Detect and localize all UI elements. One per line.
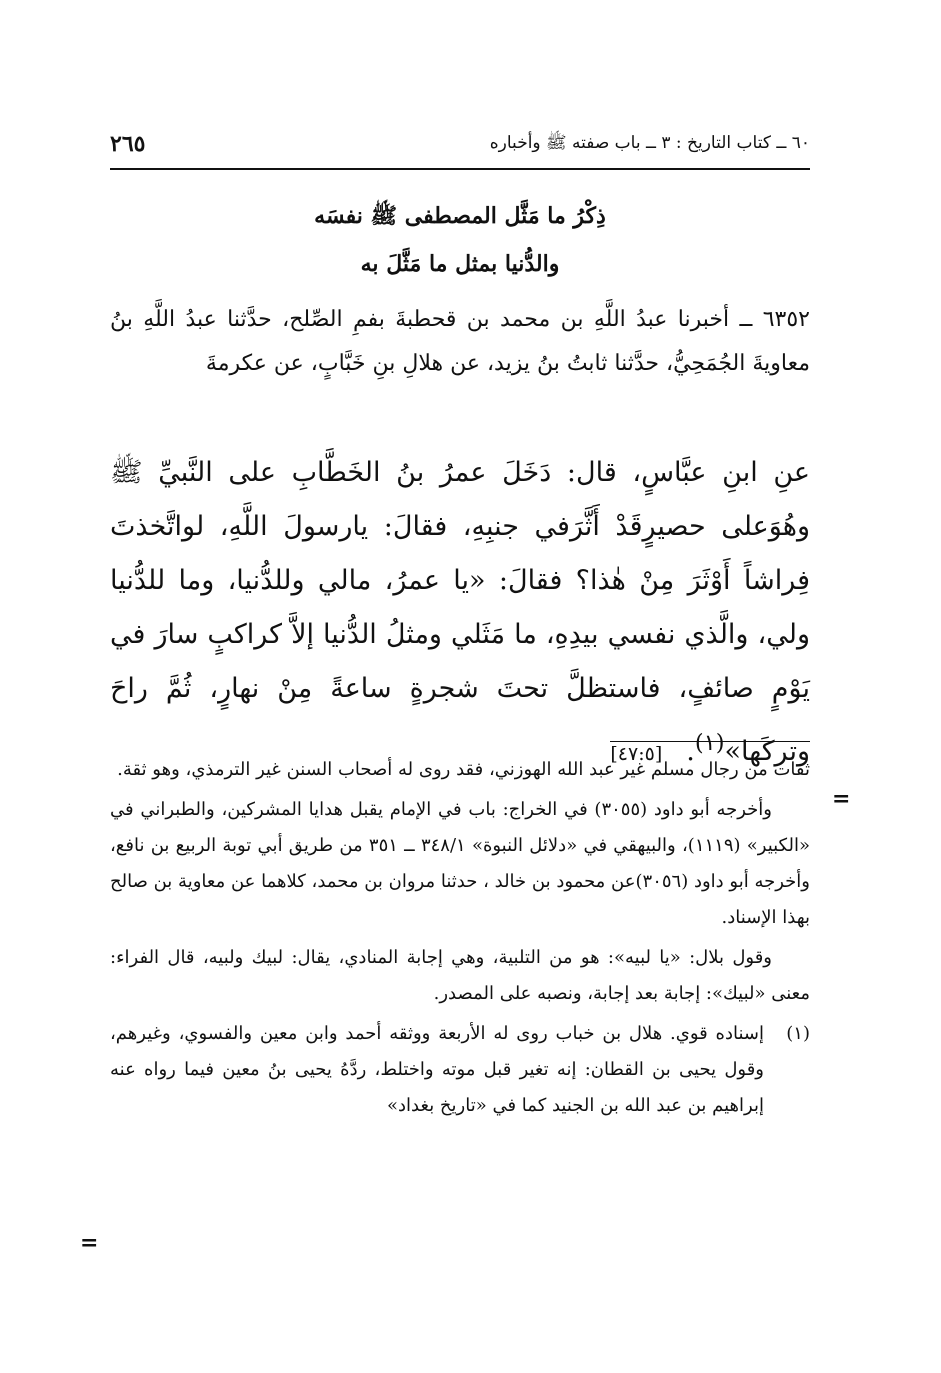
footnote-marker: (١)	[694, 730, 725, 756]
hadith-reference: [٤٧:٥]	[610, 743, 663, 765]
footnotes	[110, 752, 810, 1124]
hadith-isnad: ٦٣٥٢ ــ أخبرنا عبدُ اللَّهِ بن محمد بن قحطبةَ بفمِ الصِّلح، حدَّثنا عبدُ اللَّهِ بنُ معاويةَ الجُمَحِيُّ، حدَّثنا ثابتُ بنُ يزيد، عن هلالِ بنِ خَبَّابٍ، عن عكرمةَ	[110, 307, 810, 376]
footnote-continued-3: وقول بلال: «يا لبيه»: هو من التلبية، وهي إجابة المنادي، يقال: لبيك ولبيه، قال الفراء: معنى «لبيك»: إجابة بعد إجابة، ونصبه على المصدر.	[110, 947, 810, 1004]
continuation-mark-top: =	[832, 786, 851, 812]
hadith-matn	[110, 446, 810, 781]
footnote-1-text: إسناده قوي. هلال بن خباب روى له الأربعة ووثقه أحمد وابن معين والفسوي، وغيرهم، وقول يحيى بن القطان: إنه تغير قبل موته واختلط، ردَّهُ يحيى بنُ معين فيما رواه عنه إبراهيم بن عبد الله بن الجنيد كما في «تاريخ بغداد»	[110, 1023, 764, 1116]
footnote-continued-2: وأخرجه أبو داود (٣٠٥٥) في الخراج: باب في الإمام يقبل هدايا المشركين، والطبراني في «الكبير» (١١١٩)، والبيهقي في «دلائل النبوة» ٣٤٨/١ ــ ٣٥١ من طريق أبي توبة الربيع بن نافع، وأخرجه أبو داود (٣٠٥٦)عن محمود بن خالد ، حدثنا مروان بن محمد، كلاهما عن معاوية بن صالح بهذا الإسناد.	[110, 799, 810, 928]
running-title: ٦٠ ــ كتاب التاريخ : ٣ ــ باب صفته ﷺ وأخباره	[489, 132, 810, 153]
hadith-end: .	[686, 736, 695, 767]
hadith-text: عنِ ابنِ عبَّاسٍ، قال: دَخَلَ عمرُ بنُ الخَطَّابِ على النَّبيِّ ﷺ وهُوَعلى حصيرٍقَدْ أَثَّرَفي جنبِهِ، فقالَ: يارسولَ اللَّهِ، لواتَّخذتَ فِراشاً أَوْثَرَ مِنْ هٰذا؟ فقالَ: «يا عمرُ، مالي وللدُّنيا، وما للدُّنيا ولي، والَّذي نفسي بيدِهِ، ما مَثَلي ومثلُ الدُّنيا إلاَّ كراكبٍ سارَ في يَوْمٍ صائفٍ، فاستظلَّ تحتَ شجرةٍ ساعةً مِنْ نهارٍ، ثُمَّ راحَ وتركَها»	[110, 457, 810, 767]
chapter-title	[110, 192, 810, 288]
footnote-divider	[610, 741, 810, 742]
continuation-mark-bottom: =	[80, 1230, 99, 1256]
chapter-title-line-1: ذِكْرُ ما مَثَّل المصطفى ﷺ نفسَه	[314, 203, 606, 229]
page-header	[110, 124, 810, 164]
footnote-1	[110, 1016, 810, 1124]
footnote-1-number: (١)	[786, 1023, 810, 1044]
header-divider	[110, 168, 810, 170]
footnote-continued-1: ثقات من رجال مسلم غير عبد الله الهوزني، فقد روى له أصحاب السنن غير الترمذي، وهو ثقة.	[117, 759, 810, 780]
page-number: ٢٦٥	[110, 131, 146, 157]
chapter-title-line-2: والدُّنيا بمثل ما مَثَّلَ به	[360, 251, 560, 277]
